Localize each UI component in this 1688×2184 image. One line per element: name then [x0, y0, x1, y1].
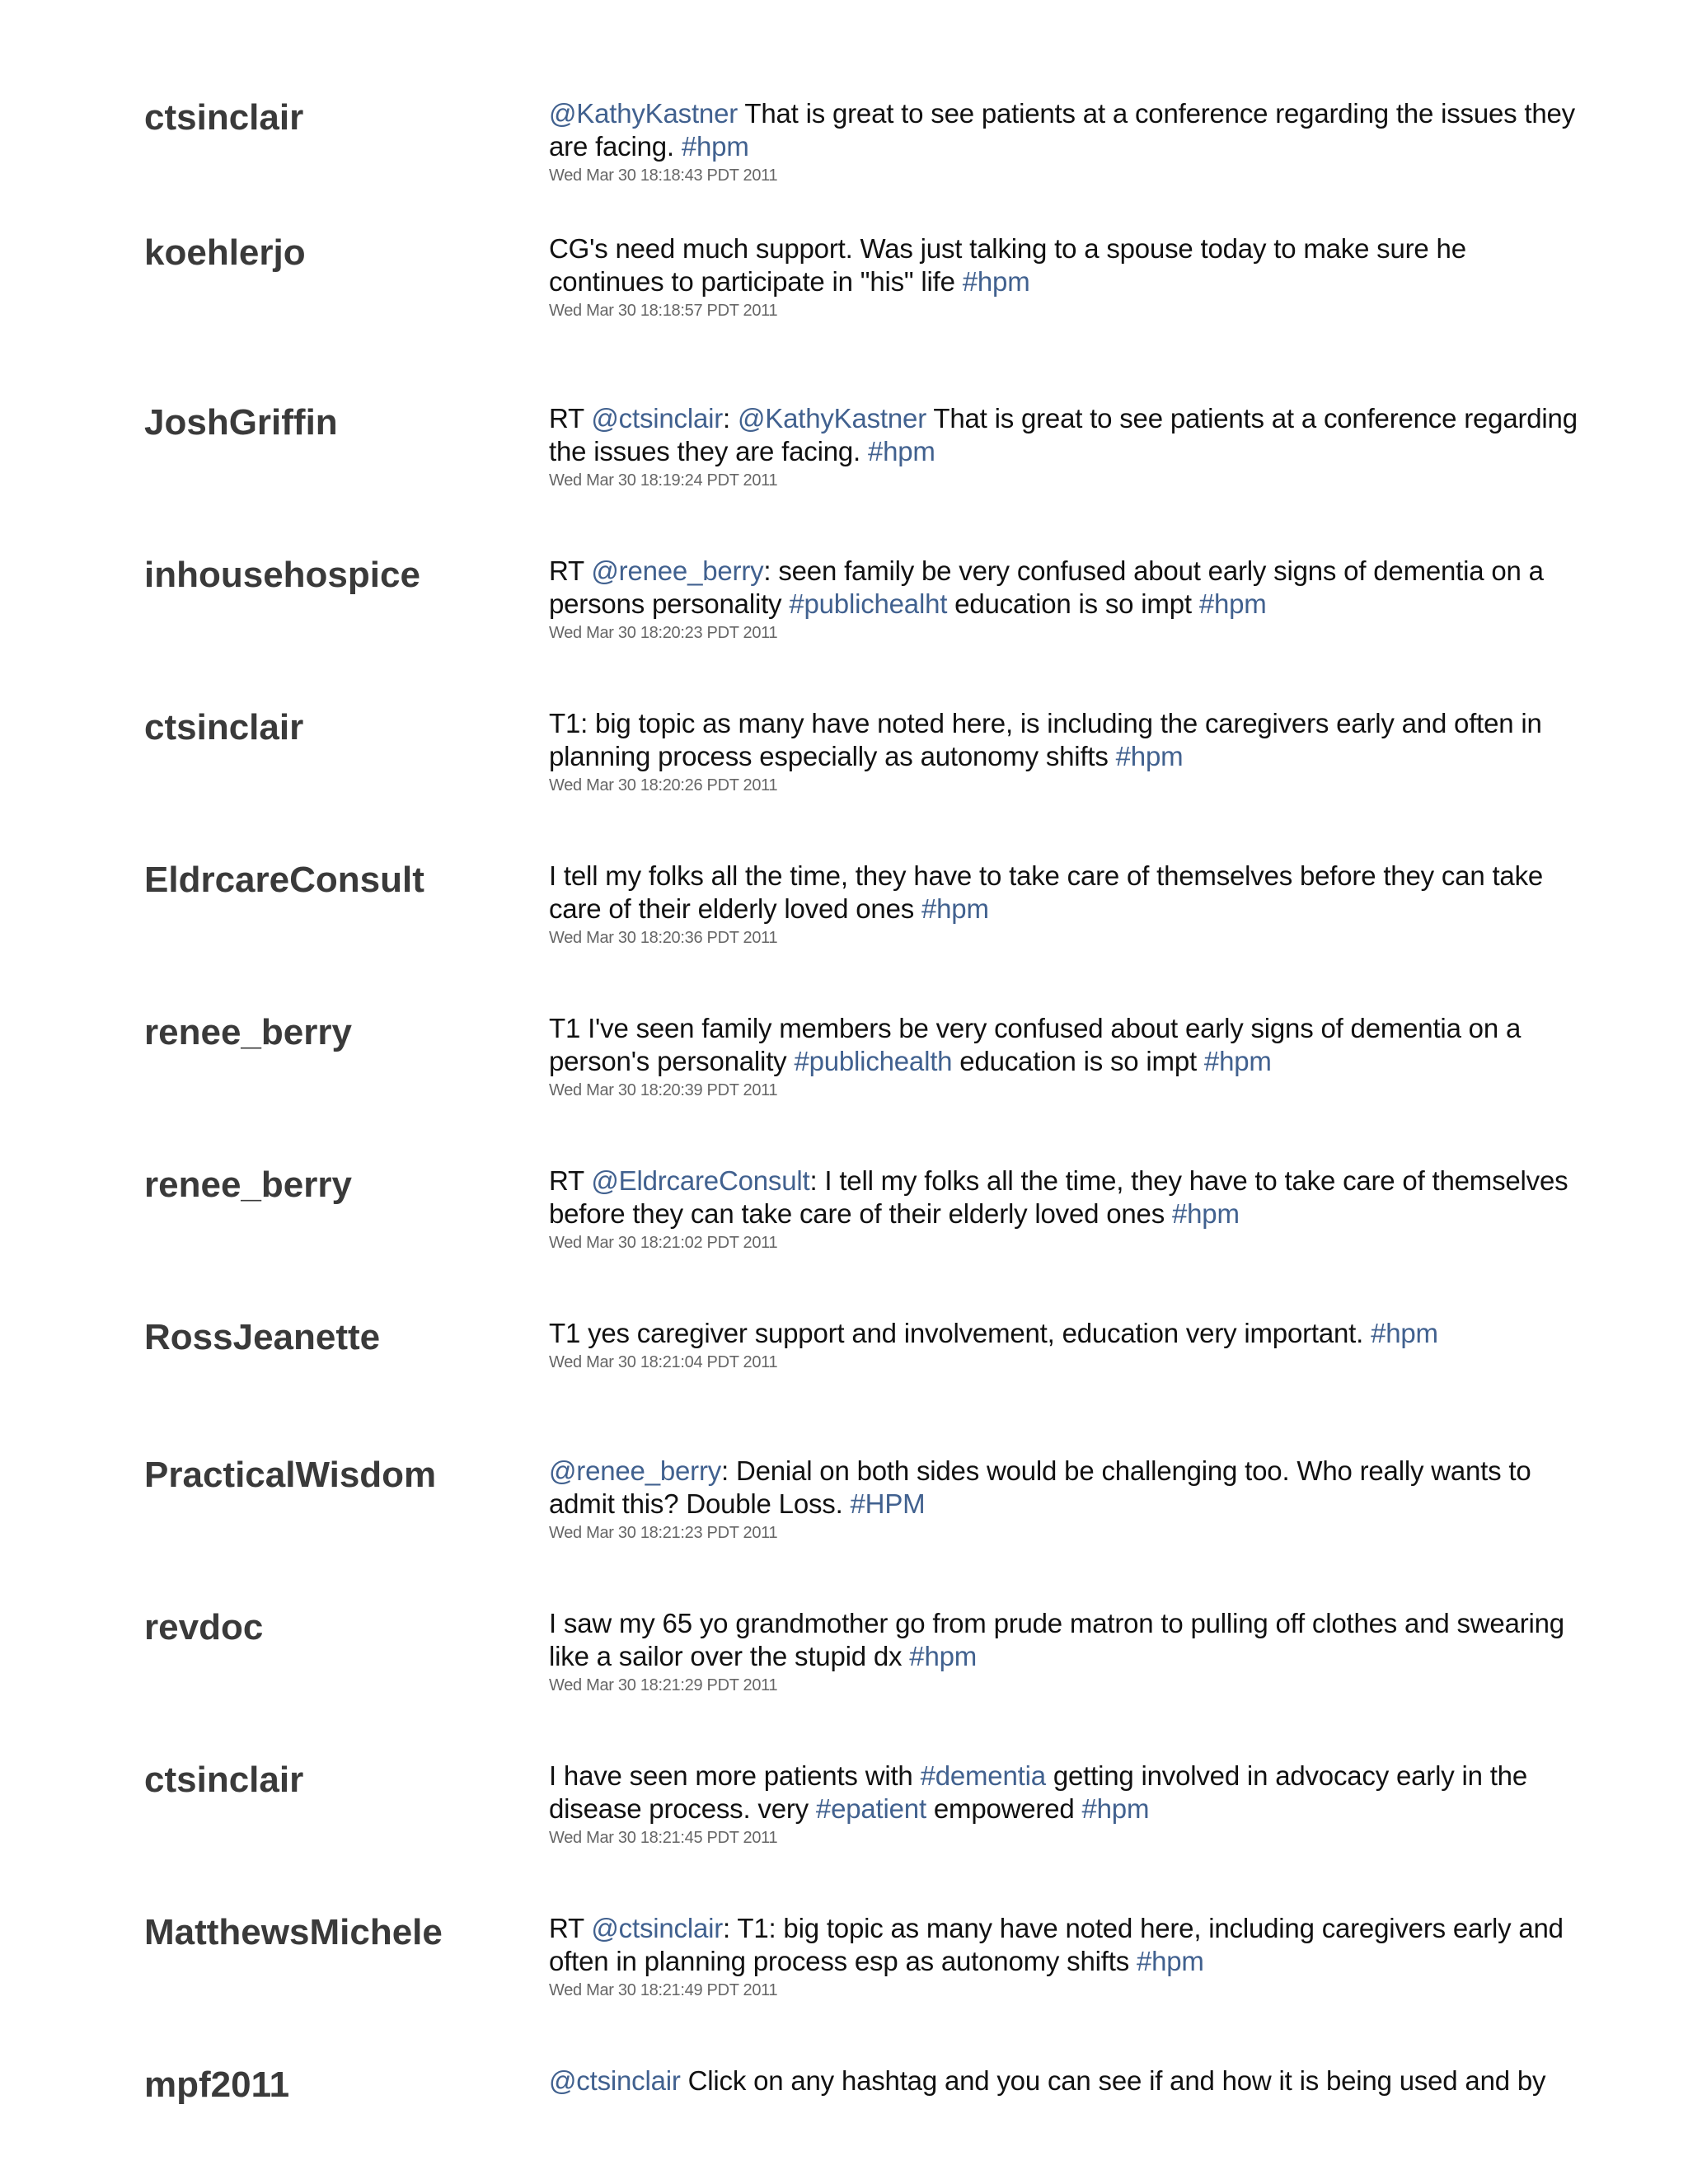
- hashtag-link[interactable]: #HPM: [850, 1488, 926, 1519]
- hashtag-link[interactable]: #hpm: [962, 266, 1030, 297]
- tweet-body: [549, 555, 1579, 644]
- tweet-text-segment: T1 yes caregiver support and involvement, education very important.: [549, 1318, 1372, 1348]
- tweet-text-segment: RT: [549, 555, 592, 586]
- tweet-text-segment: RT: [549, 1165, 592, 1196]
- tweet-text-segment: empowered: [926, 1793, 1082, 1824]
- tweet-body: [549, 860, 1579, 949]
- tweet-body: [549, 97, 1579, 186]
- tweet-text-segment: That is great to see patients at a conference regarding the issues they are facing.: [549, 403, 1578, 466]
- tweet-text: [549, 1317, 1579, 1350]
- tweet-body: [549, 707, 1579, 796]
- hashtag-link[interactable]: #epatient: [815, 1793, 926, 1824]
- tweet-timestamp: Wed Mar 30 18:19:24 PDT 2011: [549, 471, 778, 490]
- hashtag-link[interactable]: #hpm: [1115, 741, 1184, 771]
- tweet-text: [549, 1912, 1579, 1978]
- tweet-timestamp: Wed Mar 30 18:20:26 PDT 2011: [549, 776, 778, 794]
- hashtag-link[interactable]: #hpm: [1371, 1318, 1438, 1348]
- tweet-timestamp: Wed Mar 30 18:18:57 PDT 2011: [549, 302, 778, 320]
- tweet-timestamp: Wed Mar 30 18:20:39 PDT 2011: [549, 1081, 778, 1099]
- tweet-text-segment: I have seen more patients with: [549, 1760, 921, 1791]
- tweet-text-segment: : I tell my folks all the time, they have to take care of themselves before they can take care of their elderly loved ones: [549, 1165, 1568, 1229]
- tweet-username[interactable]: ctsinclair: [144, 1760, 304, 1800]
- hashtag-link[interactable]: #dementia: [920, 1760, 1046, 1791]
- tweet-timestamp: Wed Mar 30 18:20:23 PDT 2011: [549, 624, 778, 642]
- tweet-text-segment: CG's need much support. Was just talking to a spouse today to make sure he continues to participate in "his" life: [549, 233, 1466, 297]
- tweet-text-segment: : Denial on both sides would be challenging too. Who really wants to admit this? Double Loss.: [549, 1455, 1531, 1519]
- tweet-text-segment: I tell my folks all the time, they have to take care of themselves before they can take care of their elderly loved ones: [549, 860, 1544, 924]
- tweet-body: [549, 232, 1579, 321]
- tweet-timestamp: Wed Mar 30 18:21:02 PDT 2011: [549, 1234, 778, 1252]
- tweet-username[interactable]: EldrcareConsult: [144, 860, 424, 900]
- tweet-body: [549, 1912, 1579, 2001]
- tweet-body: [549, 1455, 1579, 1544]
- mention-link[interactable]: @ctsinclair: [549, 2065, 681, 2096]
- tweet-username[interactable]: RossJeanette: [144, 1317, 381, 1357]
- hashtag-link[interactable]: #hpm: [1203, 1046, 1272, 1076]
- tweet-text-segment: Click on any hashtag and you can see if and how it is being used and by: [680, 2065, 1546, 2096]
- tweet-body: [549, 1607, 1579, 1696]
- tweet-text: [549, 1165, 1579, 1230]
- tweet-text-segment: : T1: big topic as many have noted here, including caregivers early and often in planning process esp as autonomy shifts: [549, 1913, 1564, 1976]
- tweet-username[interactable]: ctsinclair: [144, 97, 304, 138]
- tweet-text: [549, 860, 1579, 926]
- tweet-text: [549, 1012, 1579, 1078]
- tweet-timestamp: Wed Mar 30 18:21:23 PDT 2011: [549, 1524, 778, 1542]
- hashtag-link[interactable]: #hpm: [921, 893, 989, 924]
- mention-link[interactable]: @KathyKastner: [549, 98, 738, 129]
- tweet-text: [549, 1455, 1579, 1521]
- tweet-text-segment: getting involved in advocacy early in the disease process. very: [549, 1760, 1527, 1824]
- tweet-username[interactable]: mpf2011: [144, 2064, 290, 2105]
- tweet-timestamp: Wed Mar 30 18:21:29 PDT 2011: [549, 1676, 778, 1694]
- mention-link[interactable]: @KathyKastner: [737, 403, 926, 434]
- tweet-body: [549, 2064, 1579, 2097]
- hashtag-link[interactable]: #publichealht: [789, 588, 948, 619]
- tweet-body: [549, 1012, 1579, 1101]
- tweet-username[interactable]: koehlerjo: [144, 232, 306, 273]
- tweet-text: [549, 2064, 1579, 2097]
- tweet-text-segment: I saw my 65 yo grandmother go from prude matron to pulling off clothes and swearing like a sailor over the stupid dx: [549, 1608, 1564, 1671]
- tweet-username[interactable]: renee_berry: [144, 1012, 352, 1052]
- tweet-text-segment: RT: [549, 403, 592, 434]
- mention-link[interactable]: @ctsinclair: [591, 403, 724, 434]
- tweet-timestamp: Wed Mar 30 18:21:45 PDT 2011: [549, 1829, 778, 1847]
- tweet-text-segment: T1: big topic as many have noted here, is including the caregivers early and often in planning process especially as autonomy shifts: [549, 708, 1542, 771]
- tweet-text-segment: :: [723, 403, 738, 434]
- tweet-timestamp: Wed Mar 30 18:20:36 PDT 2011: [549, 929, 778, 947]
- tweet-body: [549, 1760, 1579, 1849]
- mention-link[interactable]: @renee_berry: [591, 555, 764, 586]
- tweet-text: [549, 232, 1579, 298]
- hashtag-link[interactable]: #hpm: [681, 131, 749, 162]
- mention-link[interactable]: @ctsinclair: [591, 1913, 724, 1943]
- tweet-text-segment: That is great to see patients at a conference regarding the issues they are facing.: [549, 98, 1575, 162]
- tweet-timestamp: Wed Mar 30 18:21:49 PDT 2011: [549, 1981, 778, 1999]
- tweet-text-segment: education is so impt: [952, 1046, 1204, 1076]
- tweet-text: [549, 1607, 1579, 1673]
- tweet-text: [549, 1760, 1579, 1825]
- hashtag-link[interactable]: #hpm: [1081, 1793, 1150, 1824]
- tweet-text-segment: T1 I've seen family members be very confused about early signs of dementia on a person's personality: [549, 1013, 1522, 1076]
- tweet-text-segment: education is so impt: [947, 588, 1199, 619]
- tweet-text: [549, 555, 1579, 621]
- tweet-text: [549, 97, 1579, 163]
- hashtag-link[interactable]: #hpm: [867, 436, 935, 466]
- tweet-text: [549, 402, 1579, 468]
- tweet-username[interactable]: ctsinclair: [144, 707, 304, 748]
- tweet-username[interactable]: MatthewsMichele: [144, 1912, 443, 1952]
- tweet-username[interactable]: revdoc: [144, 1607, 264, 1647]
- tweet-timestamp: Wed Mar 30 18:18:43 PDT 2011: [549, 166, 778, 185]
- mention-link[interactable]: @renee_berry: [549, 1455, 722, 1486]
- tweet-body: [549, 1317, 1579, 1373]
- tweet-body: [549, 402, 1579, 491]
- hashtag-link[interactable]: #hpm: [1136, 1946, 1204, 1976]
- tweet-username[interactable]: inhousehospice: [144, 555, 420, 595]
- tweet-username[interactable]: PracticalWisdom: [144, 1455, 437, 1495]
- hashtag-link[interactable]: #hpm: [909, 1641, 978, 1671]
- tweet-text-segment: : seen family be very confused about early signs of dementia on a persons personality: [549, 555, 1544, 619]
- tweet-username[interactable]: JoshGriffin: [144, 402, 338, 443]
- hashtag-link[interactable]: #publichealth: [794, 1046, 953, 1076]
- tweet-username[interactable]: renee_berry: [144, 1165, 352, 1205]
- hashtag-link[interactable]: #hpm: [1198, 588, 1267, 619]
- hashtag-link[interactable]: #hpm: [1171, 1198, 1240, 1229]
- tweet-text: [549, 707, 1579, 773]
- tweet-body: [549, 1165, 1579, 1254]
- mention-link[interactable]: @EldrcareConsult: [591, 1165, 810, 1196]
- tweet-timestamp: Wed Mar 30 18:21:04 PDT 2011: [549, 1353, 778, 1371]
- tweet-text-segment: RT: [549, 1913, 592, 1943]
